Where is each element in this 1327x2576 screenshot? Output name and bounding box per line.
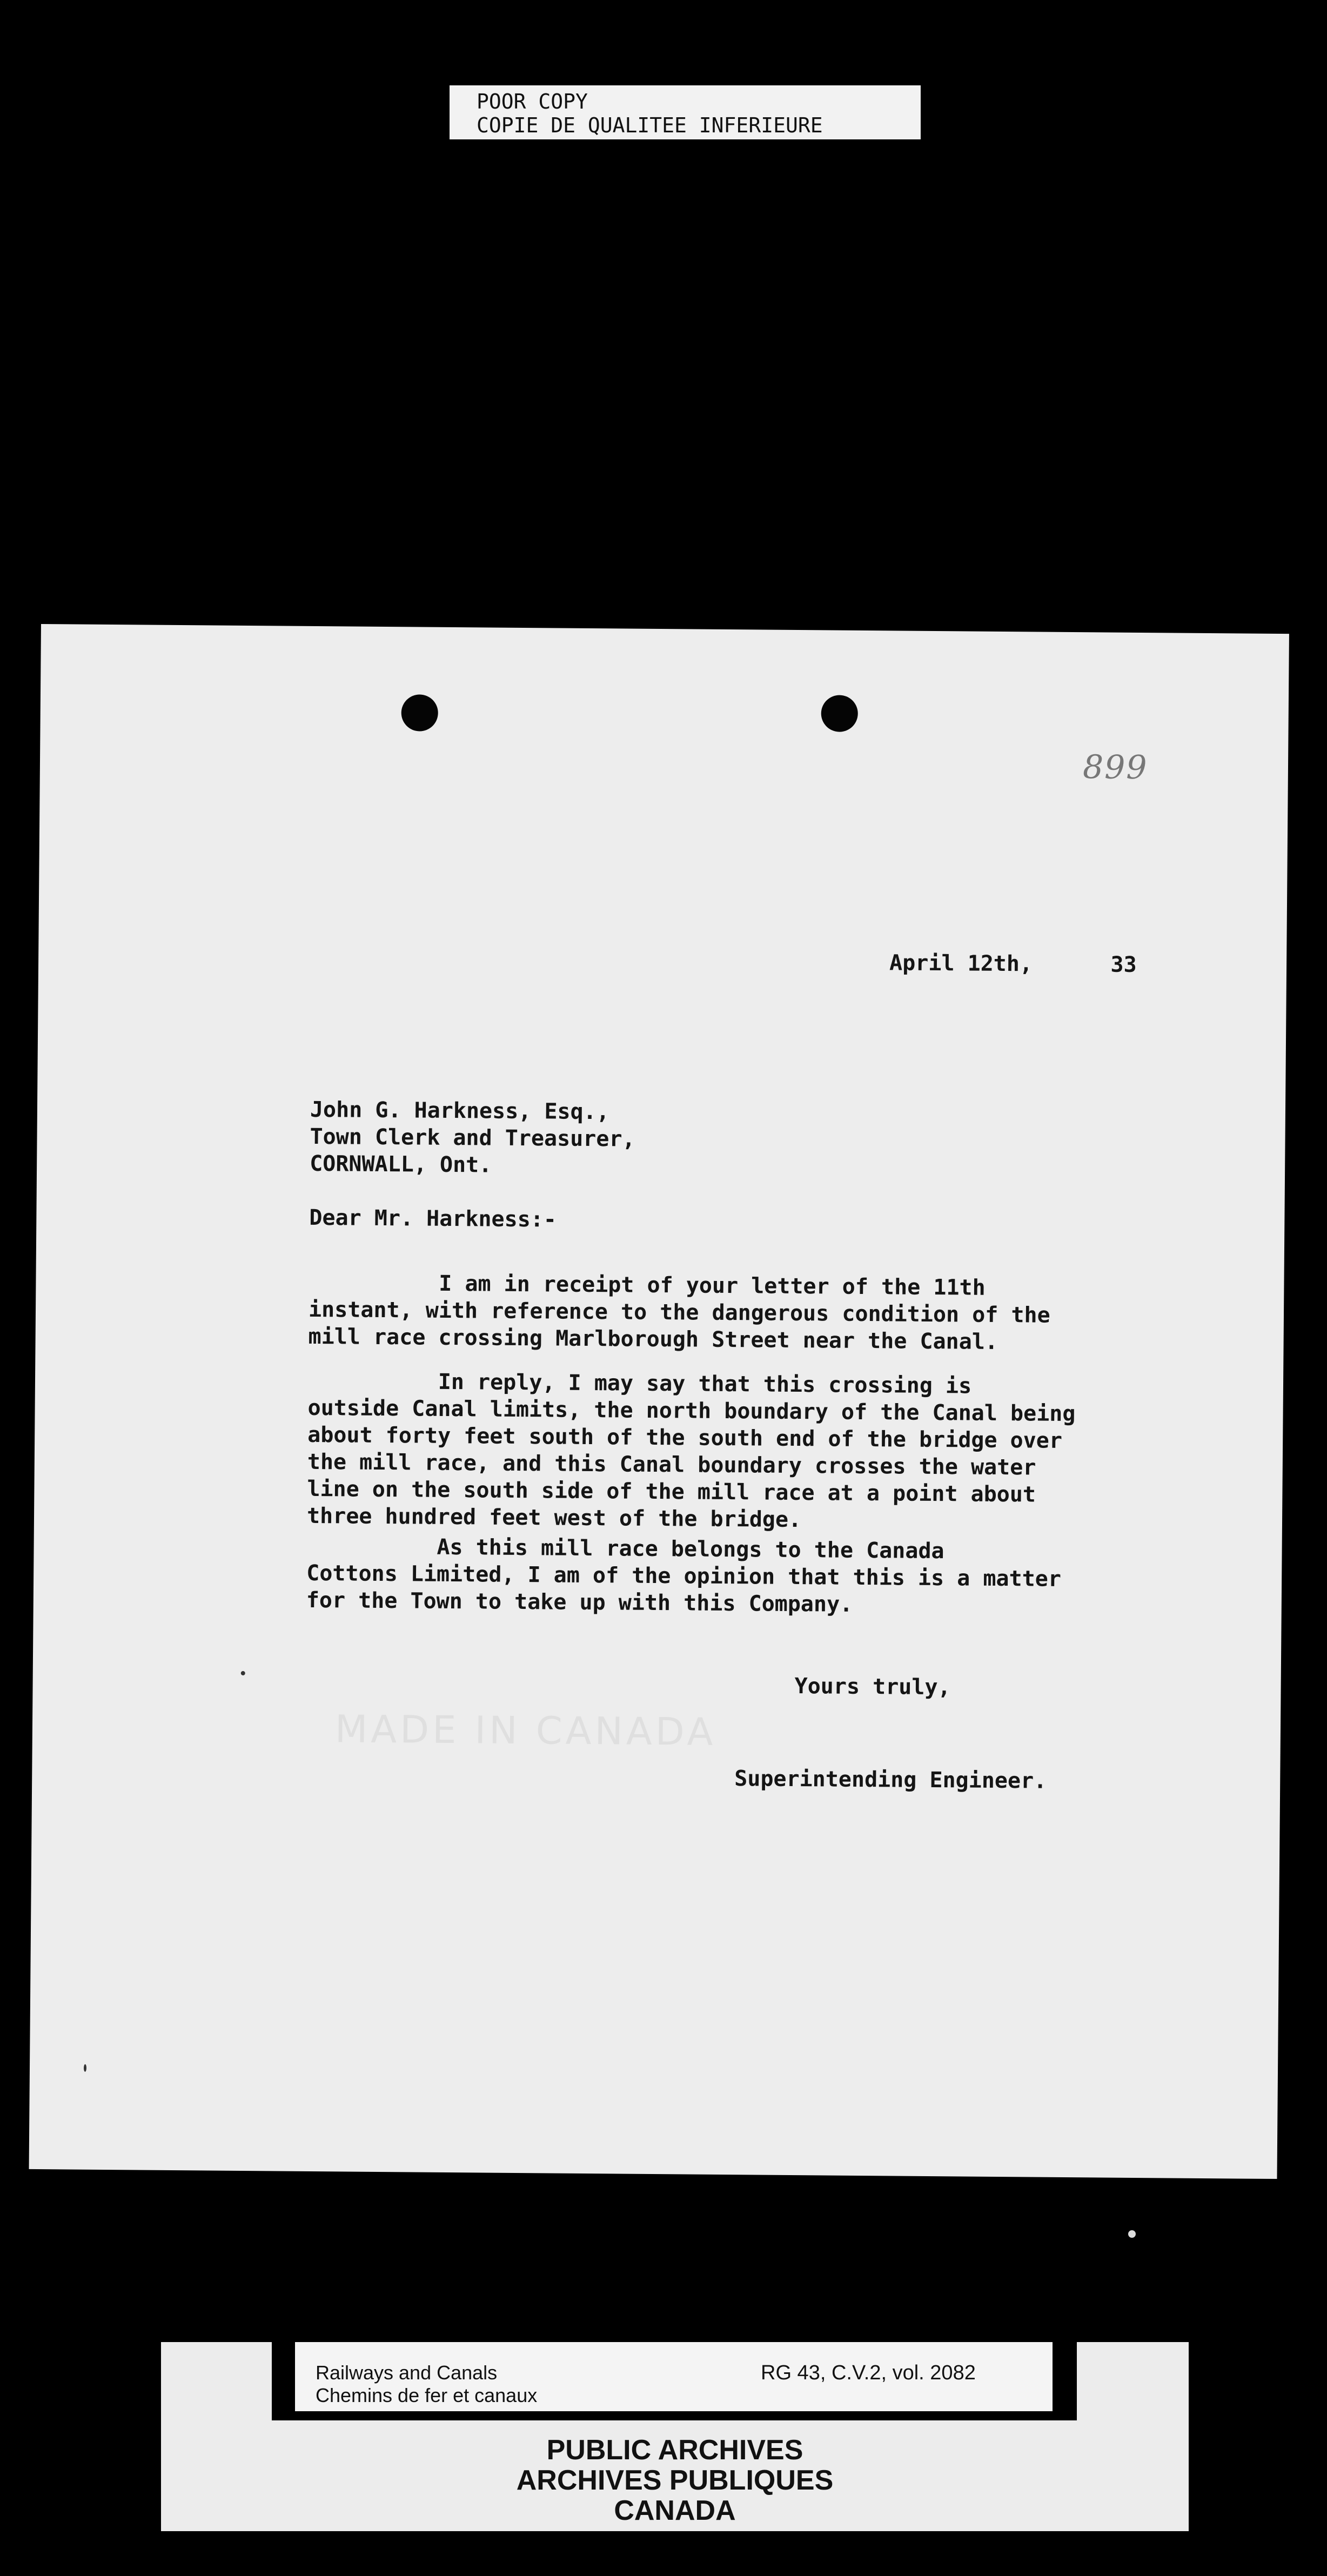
stamp-line-2: COPIE DE QUALITEE INFERIEURE (477, 113, 823, 137)
address-line: CORNWALL, Ont. (309, 1151, 492, 1178)
recipient-address (310, 1096, 635, 1180)
department-fr: Chemins de fer et canaux (316, 2384, 538, 2406)
archive-reference: RG 43, C.V.2, vol. 2082 (761, 2362, 976, 2384)
letter-paragraph: I am in receipt of your letter of the 11th instant, with reference to the dangerous condition of the mill race crossing Marlborough Street near the Canal. (308, 1270, 1050, 1354)
archive-label (161, 2342, 1189, 2531)
letter-paragraph: In reply, I may say that this crossing is outside Canal limits, the north boundary of the Canal being about forty feet south of the south end of the bridge over the mill race, and this Canal boundary crosses the water line on the south side of the mill race at a point about three hundred feet west of the bridge. (306, 1368, 1076, 1533)
speck (241, 1671, 245, 1675)
archive-title (161, 2435, 1189, 2526)
closing: Yours truly, (794, 1674, 951, 1700)
speck (1128, 2230, 1136, 2238)
salutation: Dear Mr. Harkness:- (309, 1205, 557, 1232)
poor-copy-stamp (450, 85, 921, 139)
letter-sheet (29, 624, 1289, 2179)
department (316, 2362, 537, 2407)
title-fr: ARCHIVES PUBLIQUES (516, 2465, 834, 2496)
archive-reference-box (295, 2342, 1053, 2411)
letter-date (889, 949, 1137, 978)
title-country: CANADA (614, 2495, 736, 2526)
date-year: 33 (1110, 952, 1137, 977)
title-en: PUBLIC ARCHIVES (546, 2434, 803, 2466)
date-text: April 12th, (889, 950, 1033, 977)
punch-hole-icon (401, 694, 438, 732)
stamp-line-1: POOR COPY (477, 90, 588, 113)
paper-watermark: MADE IN CANADA (334, 1707, 716, 1754)
signature-title: Superintending Engineer. (734, 1766, 1047, 1794)
speck (84, 2064, 86, 2072)
address-line: Town Clerk and Treasurer, (310, 1124, 635, 1152)
file-number: 899 (1082, 748, 1148, 787)
address-line: John G. Harkness, Esq., (310, 1097, 610, 1125)
department-en: Railways and Canals (316, 2362, 498, 2384)
letter-paragraph: As this mill race belongs to the Canada Cottons Limited, I am of the opinion that this is a matter for the Town to take up with this Company. (306, 1533, 1062, 1617)
punch-hole-icon (821, 695, 858, 732)
